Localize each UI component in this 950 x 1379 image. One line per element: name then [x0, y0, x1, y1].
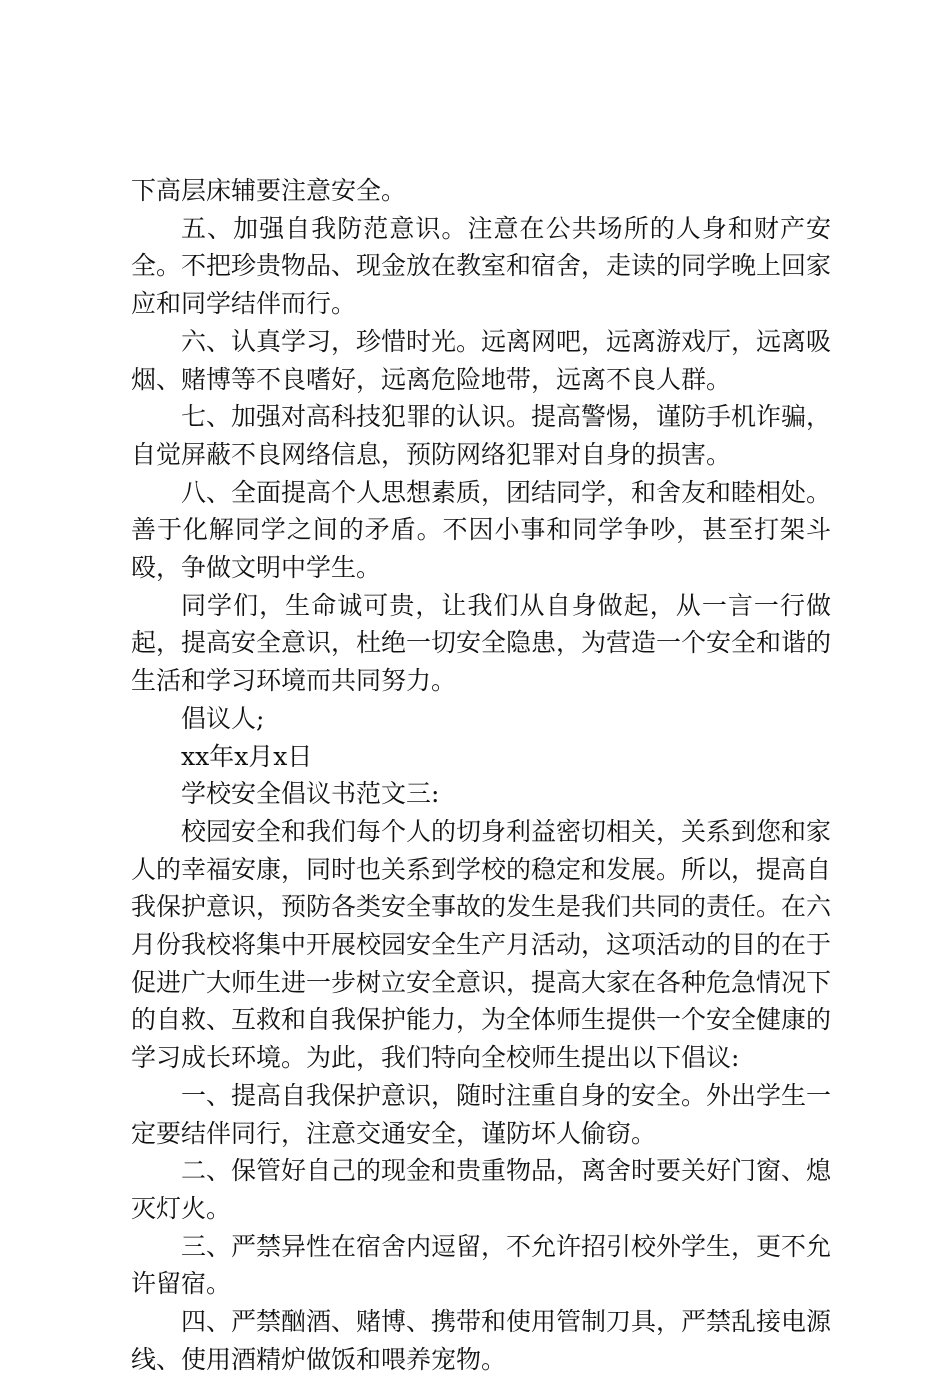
paragraph-continuation: 下高层床辅要注意安全。: [131, 176, 407, 205]
paragraph-item-3: 三、严禁异性在宿舍内逗留，不允许招引校外学生，更不允许留宿。: [131, 1231, 832, 1299]
document-page: [131, 172, 831, 1379]
signature-label: 倡议人;: [181, 703, 265, 733]
paragraph-item-7: 七、加强对高科技犯罪的认识。提高警惕，谨防手机诈骗，自觉屏蔽不良网络信息，预防网络犯罪对自身的损害。: [131, 402, 832, 469]
paragraph-closing: 同学们，生命诚可贵，让我们从自身做起，从一言一行做起，提高安全意识，杜绝一切安全隐患，为营造一个安全和谐的生活和学习环境而共同努力。: [131, 590, 832, 696]
paragraph-item-4: 四、严禁酗酒、赌博、携带和使用管制刀具，严禁乱接电源线、使用酒精炉做饭和喂养宠物。: [131, 1307, 832, 1374]
section-heading: 学校安全倡议书范文三:: [181, 779, 440, 809]
paragraph-intro: 校园安全和我们每个人的切身利益密切相关，关系到您和家人的幸福安康，同时也关系到学校的稳定和发展。所以，提高自我保护意识，预防各类安全事故的发生是我们共同的责任。在六月份我校将集中开展校园安全生产月活动，这项活动的目的在于促进广大师生进一步树立安全意识，提高大家在各种危急情况下的自救、互救和自我保护能力，为全体师生提供一个安全健康的学习成长环境。为此，我们特向全校师生提出以下倡议:: [131, 816, 832, 1073]
paragraph-item-1: 一、提高自我保护意识，随时注重自身的安全。外出学生一定要结伴同行，注意交通安全，谨防坏人偷窃。: [131, 1080, 832, 1148]
paragraph-item-8: 八、全面提高个人思想素质，团结同学，和舍友和睦相处。善于化解同学之间的矛盾。不因小事和同学争吵，甚至打架斗殴，争做文明中学生。: [131, 477, 832, 583]
paragraph-item-2: 二、保管好自己的现金和贵重物品，离舍时要关好门窗、熄灭灯火。: [131, 1156, 832, 1223]
paragraph-item-5: 五、加强自我防范意识。注意在公共场所的人身和财产安全。不把珍贵物品、现金放在教室和宿舍，走读的同学晚上回家应和同学结伴而行。: [131, 213, 832, 319]
paragraph-item-6: 六、认真学习，珍惜时光。远离网吧，远离游戏厅，远离吸烟、赌博等不良嗜好，远离危险地带，远离不良人群。: [131, 326, 832, 394]
date-line: xx年x月x日: [181, 741, 313, 771]
